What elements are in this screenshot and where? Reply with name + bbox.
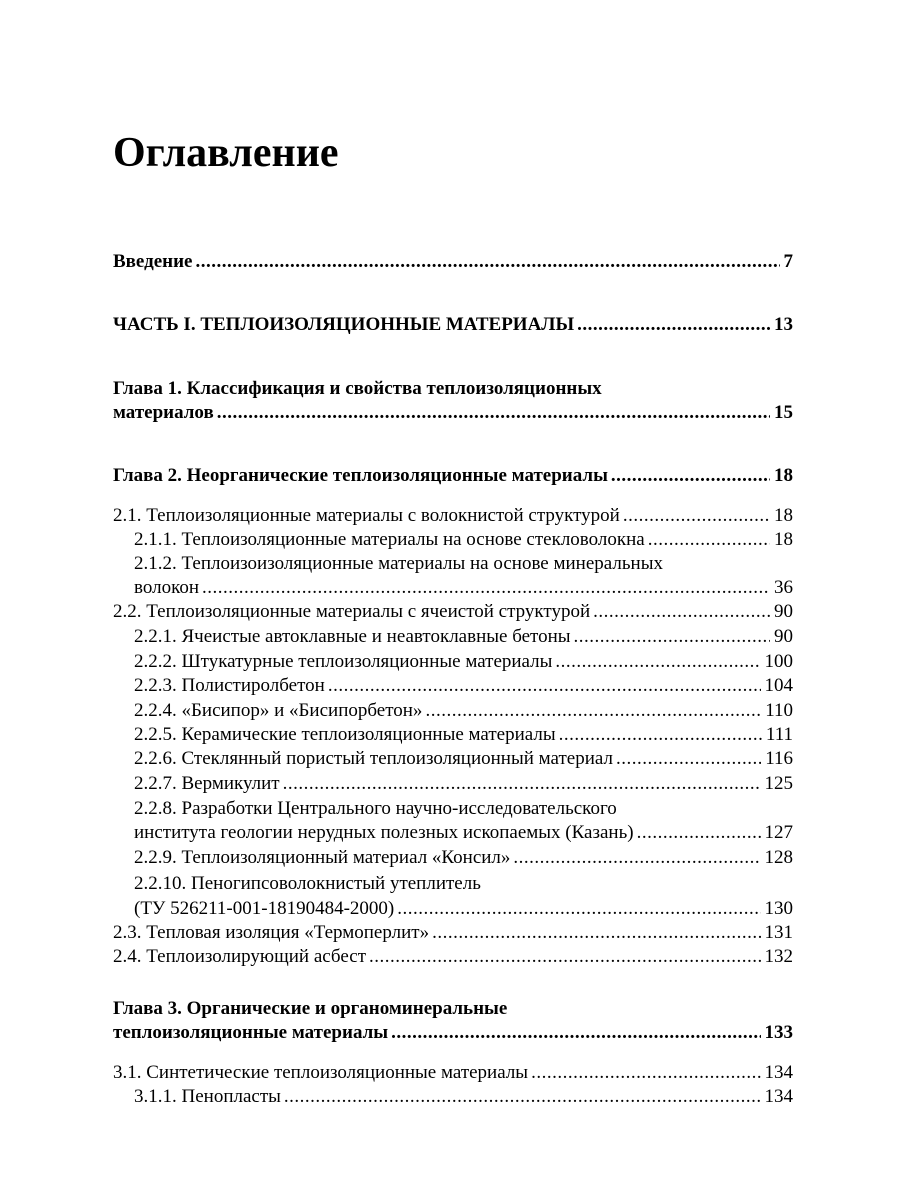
toc-page-number: 18 (774, 465, 793, 486)
toc-entry-2-2-8-line1[interactable]: 2.2.8. Разработки Центрального научно-исследовательского (134, 798, 617, 819)
toc-page-number: 90 (774, 626, 793, 647)
toc-entry-ch3-line1[interactable]: Глава 3. Органические и органоминеральные (113, 998, 508, 1019)
toc-dot-leader (574, 625, 770, 649)
toc-entry-ch3[interactable] (113, 1021, 793, 1045)
toc-entry-label: Введение (113, 251, 193, 272)
toc-entry-2-2-4[interactable] (134, 699, 793, 723)
toc-entry-label: 3.1.1. Пенопласты (134, 1086, 281, 1107)
toc-page-number: 111 (765, 724, 793, 745)
toc-entry-label: 2.2. Теплоизоляционные материалы с ячеистой структурой (113, 601, 591, 622)
toc-entry-2-2-2[interactable] (134, 650, 793, 674)
toc-dot-leader (513, 846, 760, 870)
toc-entry-label: 2.2.1. Ячеистые автоклавные и неавтоклавные бетоны (134, 626, 571, 647)
toc-entry-label: института геологии нерудных полезных ископаемых (Казань) (134, 822, 634, 843)
toc-entry-2-3[interactable] (113, 921, 793, 945)
toc-page-number: 13 (774, 314, 793, 335)
toc-dot-leader (217, 401, 770, 425)
toc-page-number: 131 (764, 922, 793, 943)
toc-entry-2-2-7[interactable] (134, 772, 793, 796)
toc-entry-2-1-2[interactable] (134, 576, 793, 600)
toc-dot-leader (559, 723, 762, 747)
toc-entry-label: 2.2.7. Вермикулит (134, 773, 280, 794)
toc-dot-leader (616, 747, 761, 771)
toc-entry-3-1-1[interactable] (134, 1085, 793, 1109)
toc-page-number: 134 (764, 1062, 793, 1083)
toc-entry-2-2-10-line1[interactable]: 2.2.10. Пеногипсоволокнистый утеплитель (134, 873, 481, 894)
toc-dot-leader (611, 464, 770, 488)
toc-entry-2-2[interactable] (113, 600, 793, 624)
toc-page-number: 15 (774, 402, 793, 423)
toc-dot-leader (391, 1021, 760, 1045)
toc-entry-label: 2.1.1. Теплоизоляционные материалы на основе стекловолокна (134, 529, 645, 550)
toc-entry-part1[interactable] (113, 313, 793, 337)
toc-entry-label: 2.1. Теплоизоляционные материалы с волокнистой структурой (113, 505, 620, 526)
toc-dot-leader (202, 576, 770, 600)
toc-page-number: 7 (783, 251, 793, 272)
toc-entry-2-2-6[interactable] (134, 747, 793, 771)
toc-entry-label: 2.2.9. Теплоизоляционный материал «Консил» (134, 847, 511, 868)
toc-page-number: 134 (764, 1086, 793, 1107)
toc-entry-3-1[interactable] (113, 1061, 793, 1085)
toc-dot-leader (196, 250, 780, 274)
toc-entry-label: 2.2.2. Штукатурные теплоизоляционные материалы (134, 651, 553, 672)
toc-entry-label: (ТУ 526211-001-18190484-2000) (134, 898, 395, 919)
toc-entry-intro[interactable] (113, 250, 793, 274)
toc-entry-ch1-line1[interactable]: Глава 1. Классификация и свойства теплоизоляционных (113, 378, 602, 399)
toc-entry-label: 2.3. Тепловая изоляция «Термоперлит» (113, 922, 430, 943)
toc-dot-leader (328, 674, 761, 698)
toc-entry-label: Глава 2. Неорганические теплоизоляционные материалы (113, 465, 608, 486)
toc-dot-leader (555, 650, 760, 674)
toc-dot-leader (623, 504, 770, 528)
toc-entry-ch1[interactable] (113, 401, 793, 425)
toc-entry-2-2-8[interactable] (134, 821, 793, 845)
toc-page-number: 18 (774, 529, 793, 550)
toc-page-number: 18 (774, 505, 793, 526)
toc-entry-label: 3.1. Синтетические теплоизоляционные материалы (113, 1062, 529, 1083)
toc-entry-label: 2.2.6. Стеклянный пористый теплоизоляционный материал (134, 748, 613, 769)
toc-entry-2-1-1[interactable] (134, 528, 793, 552)
toc-entry-2-2-3[interactable] (134, 674, 793, 698)
toc-entry-label: ЧАСТЬ I. ТЕПЛОИЗОЛЯЦИОННЫЕ МАТЕРИАЛЫ (113, 314, 575, 335)
toc-page-number: 133 (764, 1022, 793, 1043)
toc-dot-leader (577, 313, 770, 337)
toc-entry-2-1-2-line1[interactable]: 2.1.2. Теплоизоизоляционные материалы на основе минеральных (134, 553, 663, 574)
toc-entry-2-2-9[interactable] (134, 846, 793, 870)
toc-page-number: 132 (764, 946, 793, 967)
toc-page-number: 104 (764, 675, 793, 696)
toc-dot-leader (284, 1085, 761, 1109)
toc-page-number: 100 (764, 651, 793, 672)
toc-dot-leader (432, 921, 760, 945)
toc-entry-label: 2.2.5. Керамические теплоизоляционные материалы (134, 724, 556, 745)
toc-entry-ch2[interactable] (113, 464, 793, 488)
toc-entry-label: материалов (113, 402, 214, 423)
toc-entry-label: 2.2.4. «Бисипор» и «Бисипорбетон» (134, 700, 423, 721)
toc-page-number: 125 (764, 773, 793, 794)
toc-dot-leader (369, 945, 761, 969)
page-title: Оглавление (113, 130, 339, 176)
toc-dot-leader (648, 528, 770, 552)
toc-dot-leader (283, 772, 761, 796)
toc-dot-leader (397, 897, 760, 921)
toc-entry-label: 2.2.3. Полистиролбетон (134, 675, 325, 696)
toc-dot-leader (593, 600, 770, 624)
toc-dot-leader (531, 1061, 760, 1085)
toc-dot-leader (425, 699, 761, 723)
toc-dot-leader (637, 821, 761, 845)
toc-entry-2-1[interactable] (113, 504, 793, 528)
toc-page-number: 130 (764, 898, 793, 919)
toc-entry-label: теплоизоляционные материалы (113, 1022, 389, 1043)
toc-entry-2-2-5[interactable] (134, 723, 793, 747)
toc-page-number: 116 (765, 748, 793, 769)
toc-entry-2-2-10[interactable] (134, 897, 793, 921)
toc-entry-2-2-1[interactable] (134, 625, 793, 649)
toc-page-number: 90 (774, 601, 793, 622)
toc-page-number: 110 (765, 700, 793, 721)
toc-page-number: 36 (774, 577, 793, 598)
toc-entry-label: 2.4. Теплоизолирующий асбест (113, 946, 366, 967)
toc-entry-label: волокон (134, 577, 200, 598)
toc-page-number: 128 (764, 847, 793, 868)
toc-page-number: 127 (764, 822, 793, 843)
toc-entry-2-4[interactable] (113, 945, 793, 969)
